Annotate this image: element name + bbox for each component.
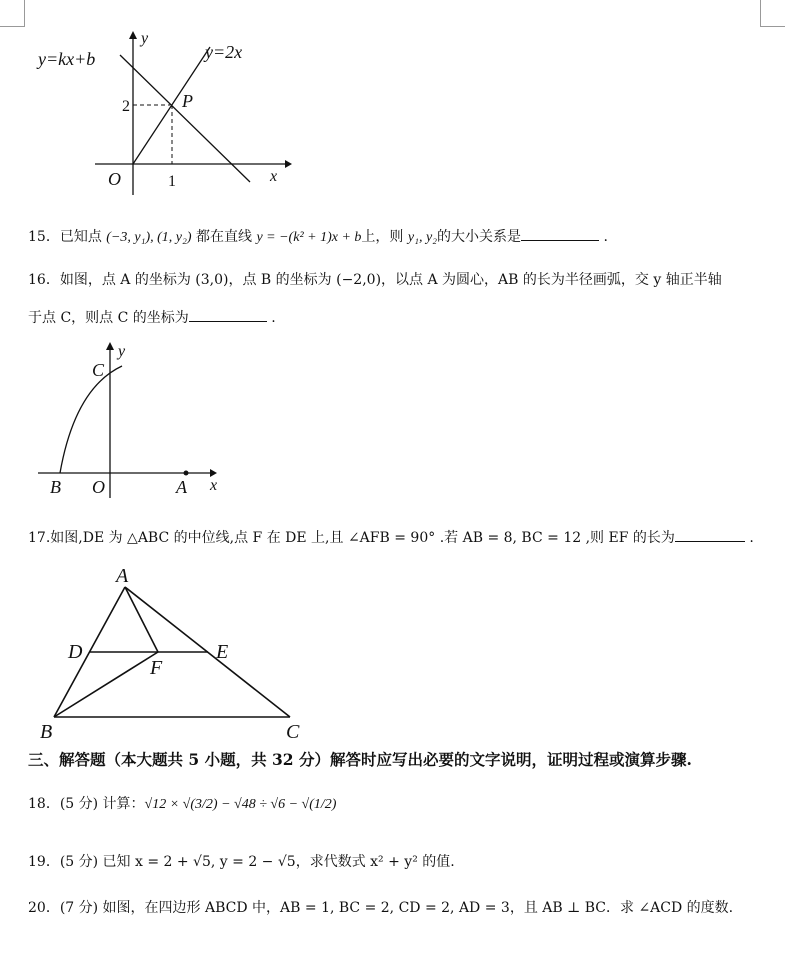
q15-end: . [603,229,608,245]
figure-triangle-midline [30,560,320,745]
q17-end: . [749,530,754,546]
q18-expression: √12 × √(3/2) − √48 ÷ √6 − √(1/2) [144,797,337,812]
q16-end: . [271,310,276,326]
point-c-label: C [92,360,105,380]
q16-line1-text: 如图，点 A 的坐标为 (3,0)，点 B 的坐标为 (−2,0)，以点 A 为圆心，AB 的长为半径画弧，交 y 轴正半轴 [59,272,722,288]
label-line-2x: y=2x [205,42,243,62]
q15-text-c: 上，则 [361,229,404,245]
q15-line-equation: y = −(k² + 1)x + b [256,230,362,245]
q15-points: (−3, y₁), (1, y₂) [106,230,192,245]
point-f-label: F [150,657,163,679]
question-19 [28,852,455,872]
question-17 [28,527,754,548]
q15-text-d: 的大小关系是 [437,229,522,245]
q15-vars: y₁, y₂ [407,230,438,245]
vertex-b-label: B [40,721,53,743]
vertex-c-label: C [286,721,300,743]
origin-label: O [108,169,121,189]
q15-number: 15． [28,229,60,245]
figure-arc-coordinate [30,338,240,508]
vertex-a-label: A [116,565,129,587]
point-b-label: B [50,477,61,497]
figure-lines-intersection [30,25,300,195]
question-16-line1 [28,270,722,290]
corner-mark-left [0,0,25,27]
label-line-kx-b: y=kx+b [38,49,96,69]
q18-prefix: 18．(5 分) 计算： [28,796,145,812]
axis-y-label: y [141,30,149,47]
q17-answer-blank [675,527,745,542]
q16-answer-blank [189,307,267,322]
q17-text: 17.如图,DE 为 △ABC 的中位线,点 F 在 DE 上,且 ∠AFB = 90° .若 AB = 8, BC = 12 ,则 EF 的长为 [28,530,675,546]
point-d-label: D [68,641,83,663]
point-p-label: P [182,91,193,111]
q15-text-a: 已知点 [59,229,102,245]
section-3-title: 三、解答题（本大题共 5 小题，共 32 分）解答时应写出必要的文字说明，证明过程或演算步骤. [28,750,692,769]
question-16-line2 [28,307,276,328]
q16-line2-text: 于点 C，则点 C 的坐标为 [28,310,189,326]
corner-mark-right [760,0,785,27]
q15-answer-blank [521,226,599,241]
question-15 [28,226,608,248]
q19-text: 19．(5 分) 已知 x = 2 + √5, y = 2 − √5，求代数式 x² + y² 的值. [28,854,455,870]
q20-text: 20．(7 分) 如图，在四边形 ABCD 中，AB = 1, BC = 2, CD = 2, AD = 3，且 AB ⊥ BC．求 ∠ACD 的度数. [28,900,734,916]
q16-number: 16． [28,272,60,288]
tick-label-1: 1 [168,173,176,190]
axis-y-label: y [118,343,126,360]
origin-label: O [92,477,105,497]
point-e-label: E [216,641,229,663]
axis-x-label: x [270,168,278,185]
tick-label-2: 2 [122,98,130,115]
point-a-label: A [176,477,187,497]
q15-text-b: 都在直线 [196,229,252,245]
question-20 [28,898,733,918]
axis-x-label: x [210,477,218,494]
question-18 [28,794,336,815]
